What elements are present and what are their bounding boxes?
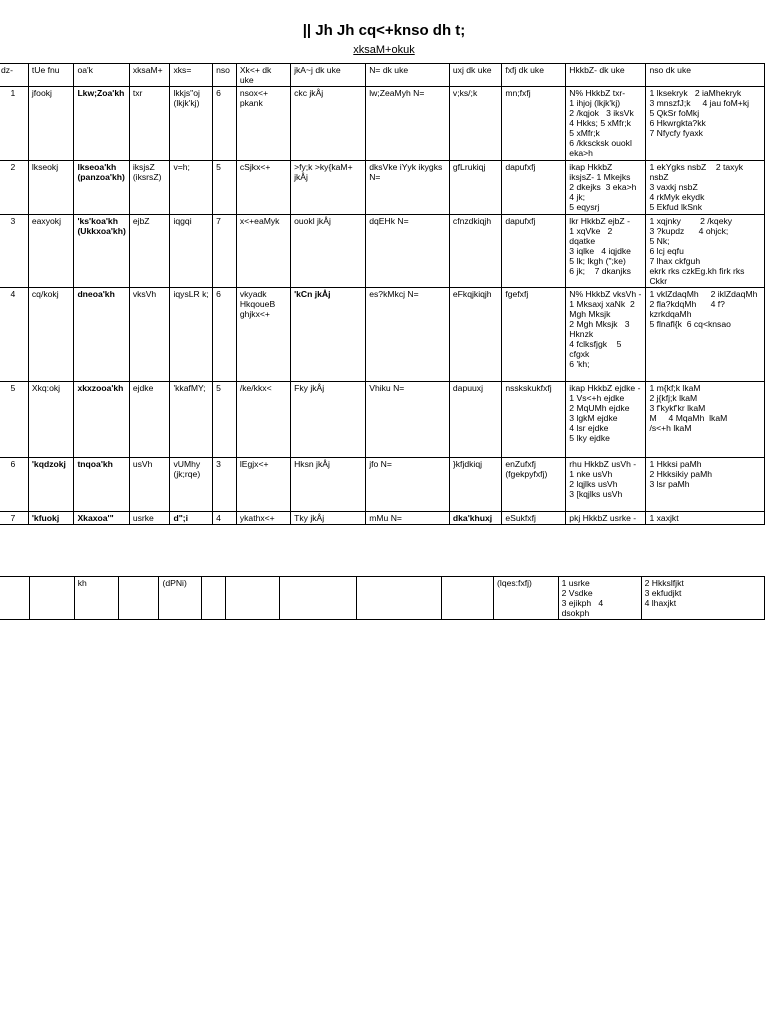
cell-text: iqysLR k;: [173, 289, 209, 299]
cell-text: fgefxfj: [505, 289, 529, 299]
cell-text: nsox<+ pkank: [239, 88, 271, 108]
cell-text: dneoa'kh: [77, 289, 115, 299]
cell-index: [0, 288, 28, 382]
cell-text: 6: [216, 289, 221, 299]
cell-text: ikap HkkbZ iksjsZ- 1 Mkejks 2 dkejks 3 eka>h 4 jk; 5 eqysrj: [569, 162, 637, 212]
cell-text: dapuuxj: [452, 383, 483, 393]
header-gotra: xks=: [170, 64, 213, 87]
cell-text: lkkjs"oj (lkjk'kj): [173, 88, 203, 108]
cell-text: cq/kokj: [31, 289, 59, 299]
table-row: [0, 161, 765, 215]
header-kingdom: jkA~j dk uke: [291, 64, 366, 87]
cell-text: Xkq:okj: [31, 383, 61, 393]
cell-fort: [225, 577, 279, 620]
cell-clan: [129, 161, 170, 215]
cell-birth-day: [28, 161, 74, 215]
cell-city: [449, 382, 501, 458]
cell-text: usrke: [132, 513, 154, 523]
cell-deities: [646, 161, 765, 215]
table-row: [0, 288, 765, 382]
header-mountain: fxfj dk uke: [502, 64, 566, 87]
cell-brothers: [566, 87, 646, 161]
cell-text: (dPNi): [162, 578, 187, 588]
cell-clan: [129, 512, 170, 525]
cell-text: 'kqdzokj: [31, 459, 66, 469]
cell-lineage: [74, 215, 129, 288]
cell-kingdom: [291, 288, 366, 382]
table-row: [0, 577, 765, 620]
cell-fort: [236, 87, 290, 161]
cell-text: mMu N=: [369, 513, 402, 523]
cell-text: eFkqjkiqjh: [452, 289, 492, 299]
cell-fort: [236, 288, 290, 382]
cell-text: xkxzooa'kh: [77, 383, 124, 393]
cell-fort: [236, 512, 290, 525]
cell-text: lw;ZeaMyh N=: [369, 88, 425, 98]
cell-text: Hksn jkÅj: [294, 459, 330, 469]
cell-kingdom: [291, 161, 366, 215]
cell-text: jfo N=: [369, 459, 392, 469]
header-fort: Xk<+ dk uke: [236, 64, 290, 87]
header-clan: xksaM+: [129, 64, 170, 87]
cell-text: Tky jkÅj: [294, 513, 325, 523]
cell-chhatra: [366, 458, 450, 512]
cell-index: [0, 215, 28, 288]
cell-text: ouokl jkÅj: [294, 216, 331, 226]
cell-mountain: [502, 161, 566, 215]
cell-text: Vhiku N=: [369, 383, 405, 393]
cell-text: 1 lksekryk 2 iaMhekryk 3 mnszfJ;k 4 jau foM+kj 5 QkSr foMkj 6 Hkwrgkta?kk 7 Nfycfy fyaxk: [649, 88, 750, 138]
cell-text: gfLrukiqj: [452, 162, 486, 172]
cell-text: dksVke iYyk ikygks N=: [369, 162, 445, 182]
cell-mountain: [502, 288, 566, 382]
cell-city: [449, 288, 501, 382]
cell-gotra: [170, 458, 213, 512]
cell-kingdom: [291, 458, 366, 512]
header-row: [0, 64, 765, 87]
cell-text: 'kkafMY;: [173, 383, 206, 393]
cell-clan: [129, 382, 170, 458]
cell-text: vkyadk HkqoueB ghjkx<+: [239, 289, 278, 319]
cell-text: 2 Hkkslfjkt 3 ekfudjkt 4 lhaxjkt: [644, 578, 684, 608]
cell-text: vUMhy (jk;rqe): [173, 459, 203, 479]
cell-mountain: [502, 458, 566, 512]
cell-chhatra: [356, 577, 441, 620]
cell-text: mn;fxfj: [505, 88, 531, 98]
cell-brothers: [566, 288, 646, 382]
header-brothers: HkkbZ- dk uke: [566, 64, 646, 87]
table-row: [0, 512, 765, 525]
cell-text: vksVh: [132, 289, 157, 299]
cell-gotra: [170, 215, 213, 288]
cell-deities: [646, 458, 765, 512]
cell-fort: [236, 382, 290, 458]
cell-text: dapufxfj: [505, 216, 536, 226]
cell-city: [449, 87, 501, 161]
cell-kingdom: [291, 215, 366, 288]
cell-text: N% HkkbZ vksVh - 1 Mksaxj xaNk 2 Mgh Mksjk 2 Mgh Mksjk 3 Hknzk 4 fclksfjgk 5 cfgxk 6 'kh;: [569, 289, 642, 369]
cell-text: N% HkkbZ txr- 1 ihjoj (lkjk'kj) 2 /kqjok 3 iksVk 4 Hkks; 5 xMfr;k 5 xMfr;k 6 /kkscksk ouokl eka>h: [569, 88, 634, 158]
cell-chhatra: [366, 87, 450, 161]
cell-deity-count: [213, 215, 237, 288]
header-deities: nso dk uke: [646, 64, 765, 87]
cell-text: v=h;: [173, 162, 190, 172]
cell-clan: [129, 215, 170, 288]
cell-mountain: [502, 512, 566, 525]
header-city: uxj dk uke: [449, 64, 501, 87]
cell-text: cfnzdkiqjh: [452, 216, 492, 226]
cell-text: lkseoa'kh (panzoa'kh): [77, 162, 125, 182]
cell-text: txr: [132, 88, 143, 98]
cell-text: 6: [216, 88, 221, 98]
cell-city: [449, 512, 501, 525]
cell-deity-count: [213, 512, 237, 525]
cell-city: [449, 215, 501, 288]
cell-fort: [236, 161, 290, 215]
header-index: dz-: [0, 64, 28, 87]
cell-deity-count: [213, 87, 237, 161]
cell-lineage: [74, 382, 129, 458]
cell-clan: [129, 288, 170, 382]
cell-text: 4: [216, 513, 221, 523]
header-lineage: oa'k: [74, 64, 129, 87]
cell-chhatra: [366, 161, 450, 215]
cell-text: Fky jkÅj: [294, 383, 325, 393]
cell-gotra: [170, 512, 213, 525]
cell-text: x<+eaMyk: [239, 216, 280, 226]
cell-city: [449, 458, 501, 512]
cell-index: [0, 382, 28, 458]
cell-deity-count: [213, 458, 237, 512]
cell-text: }kfjdkiqj: [452, 459, 483, 469]
cell-birth-day: [28, 458, 74, 512]
subtitle-text: xksaM+okuk: [353, 44, 415, 56]
cell-kingdom: [279, 577, 356, 620]
continuation-table: [0, 576, 765, 620]
cell-text: jfookj: [31, 88, 52, 98]
cell-brothers: [566, 512, 646, 525]
cell-text: dapufxfj: [505, 162, 536, 172]
cell-deities: [641, 577, 764, 620]
cell-text: 'kCn jkÅj: [294, 289, 331, 299]
cell-text: iqgqi: [173, 216, 192, 226]
cell-text: dqEHk N=: [369, 216, 409, 226]
cell-deity-count: [202, 577, 226, 620]
cell-text: 5: [216, 162, 221, 172]
cell-text: 3: [10, 216, 16, 226]
cell-brothers: [558, 577, 641, 620]
cell-lineage: [74, 87, 129, 161]
cell-text: 5: [10, 383, 16, 393]
cell-text: 7: [10, 513, 16, 523]
cell-mountain: [502, 215, 566, 288]
cell-clan: [129, 458, 170, 512]
cell-kingdom: [291, 382, 366, 458]
cell-text: ejdke: [132, 383, 154, 393]
cell-index: [0, 87, 28, 161]
cell-index: [0, 458, 28, 512]
cell-text: ykathx<+: [239, 513, 275, 523]
cell-text: usVh: [132, 459, 153, 469]
cell-text: 'kfuokj: [31, 513, 60, 523]
cell-text: /ke/kkx<: [239, 383, 272, 393]
table-row: [0, 458, 765, 512]
cell-deities: [646, 215, 765, 288]
cell-kingdom: [291, 512, 366, 525]
cell-deity-count: [213, 288, 237, 382]
cell-mountain: [502, 382, 566, 458]
page-subtitle: [0, 44, 768, 56]
cell-deity-count: [213, 382, 237, 458]
cell-index: [0, 577, 29, 620]
cell-gotra: [170, 87, 213, 161]
cell-birth-day: [28, 215, 74, 288]
cell-text: Xkaxoa'": [77, 513, 114, 523]
cell-gotra: [170, 288, 213, 382]
cell-birth-day: [28, 288, 74, 382]
cell-lineage: [74, 161, 129, 215]
cell-text: lEgjx<+: [239, 459, 269, 469]
cell-index: [0, 512, 28, 525]
cell-text: 2: [10, 162, 16, 172]
cell-text: 1 usrke 2 Vsdke 3 ejikph 4 dsokph: [561, 578, 604, 618]
cell-text: (lqes:fxfj): [497, 578, 532, 588]
cell-brothers: [566, 215, 646, 288]
cell-clan: [129, 87, 170, 161]
cell-birth-day: [29, 577, 74, 620]
page-title: || Jh Jh cq<+knso dh t;: [302, 22, 466, 39]
cell-text: 1 vklZdaqMh 2 iklZdaqMh 2 fla?kdqMh 4 f?kzrkdqaMh 5 flnafl{k 6 cq<knsao: [649, 289, 758, 329]
cell-city: [449, 161, 501, 215]
cell-text: pkj HkkbZ usrke -: [569, 513, 637, 523]
cell-text: lkseokj: [31, 162, 59, 172]
header-deity-count: nso: [213, 64, 237, 87]
cell-chhatra: [366, 288, 450, 382]
cell-text: >fy;k >ky{kaM+ jkÅj: [294, 162, 355, 182]
cell-gotra: [170, 382, 213, 458]
cell-lineage: [74, 577, 118, 620]
cell-gotra: [170, 161, 213, 215]
cell-gotra: [159, 577, 202, 620]
cell-text: 1 ekYgks nsbZ 2 taxyk nsbZ 3 vaxkj nsbZ 4 rkMyk ekydk 5 Ekfud lkSnk: [649, 162, 744, 212]
cell-text: eaxyokj: [31, 216, 62, 226]
table-row: [0, 382, 765, 458]
cell-birth-day: [28, 512, 74, 525]
cell-text: rhu HkkbZ usVh - 1 nke usVh 2 lqjlks usVh 3 [kqjlks usVh: [569, 459, 637, 499]
cell-text: kh: [77, 578, 87, 588]
cell-chhatra: [366, 382, 450, 458]
cell-text: dka'khuxj: [452, 513, 493, 523]
cell-fort: [236, 458, 290, 512]
cell-city: [441, 577, 493, 620]
cell-text: 7: [216, 216, 221, 226]
cell-lineage: [74, 512, 129, 525]
cell-lineage: [74, 288, 129, 382]
cell-chhatra: [366, 215, 450, 288]
cell-clan: [119, 577, 159, 620]
cell-text: 1 Hkksi paMh 2 Hkksikiy paMh 3 lsr paMh: [649, 459, 713, 489]
cell-mountain: [502, 87, 566, 161]
cell-text: 4: [10, 289, 16, 299]
cell-brothers: [566, 382, 646, 458]
cell-brothers: [566, 161, 646, 215]
cell-text: d";i: [173, 513, 189, 523]
cell-text: 1 m{kf;k lkaM 2 j{kfj;k lkaM 3 f'kykf'kr lkaM M 4 MqaMh lkaM /s<+h lkaM: [649, 383, 728, 433]
cell-mountain: [494, 577, 559, 620]
cell-text: enZufxfj (fgekpyfxfj): [505, 459, 548, 479]
cell-birth-day: [28, 382, 74, 458]
genealogy-table: [0, 63, 765, 525]
cell-fort: [236, 215, 290, 288]
header-birth-day: tUe fnu: [28, 64, 74, 87]
cell-index: [0, 161, 28, 215]
cell-text: eSukfxfj: [505, 513, 536, 523]
cell-kingdom: [291, 87, 366, 161]
table-row: [0, 215, 765, 288]
cell-deities: [646, 288, 765, 382]
table-row: [0, 87, 765, 161]
cell-text: 6: [10, 459, 16, 469]
cell-text: ckc jkÅj: [294, 88, 324, 98]
cell-text: 1 xqjnky 2 /kqeky 3 ?kupdz 4 ohjck; 5 Nk; 6 lcj eqfu 7 lhax ckfguh ekrk rks czkEg.kh firk rks Ckkr: [649, 216, 745, 286]
cell-text: ikap HkkbZ ejdke - 1 Vs<+h ejdke 2 MqUMh ejdke 3 lgkM ejdke 4 lsr ejdke 5 lky ejdke: [569, 383, 641, 443]
cell-birth-day: [28, 87, 74, 161]
cell-lineage: [74, 458, 129, 512]
cell-deities: [646, 87, 765, 161]
cell-deities: [646, 512, 765, 525]
cell-text: es?kMkcj N=: [369, 289, 419, 299]
cell-text: v;ks/;k: [452, 88, 478, 98]
cell-text: iksjsZ (iksrsZ): [132, 162, 162, 182]
cell-text: lkr HkkbZ ejbZ - 1 xqVke 2 dqatke 3 iqlke 4 iqjdke 5 lk; lkgh (";ke) 6 jk; 7 dkanjks: [569, 216, 631, 276]
cell-brothers: [566, 458, 646, 512]
cell-deities: [646, 382, 765, 458]
cell-text: tnqoa'kh: [77, 459, 113, 469]
cell-text: 'ks'koa'kh (Ukkxoa'kh): [77, 216, 126, 236]
cell-text: 3: [216, 459, 221, 469]
header-chhatra: N= dk uke: [366, 64, 450, 87]
cell-text: Lkw;Zoa'kh: [77, 88, 125, 98]
cell-chhatra: [366, 512, 450, 525]
cell-text: 1 xaxjkt: [649, 513, 679, 523]
cell-text: 1: [10, 88, 16, 98]
cell-text: nsskskukfxfj: [505, 383, 552, 393]
cell-text: cSjkx<+: [239, 162, 271, 172]
cell-deity-count: [213, 161, 237, 215]
cell-text: ejbZ: [132, 216, 150, 226]
cell-text: 5: [216, 383, 221, 393]
